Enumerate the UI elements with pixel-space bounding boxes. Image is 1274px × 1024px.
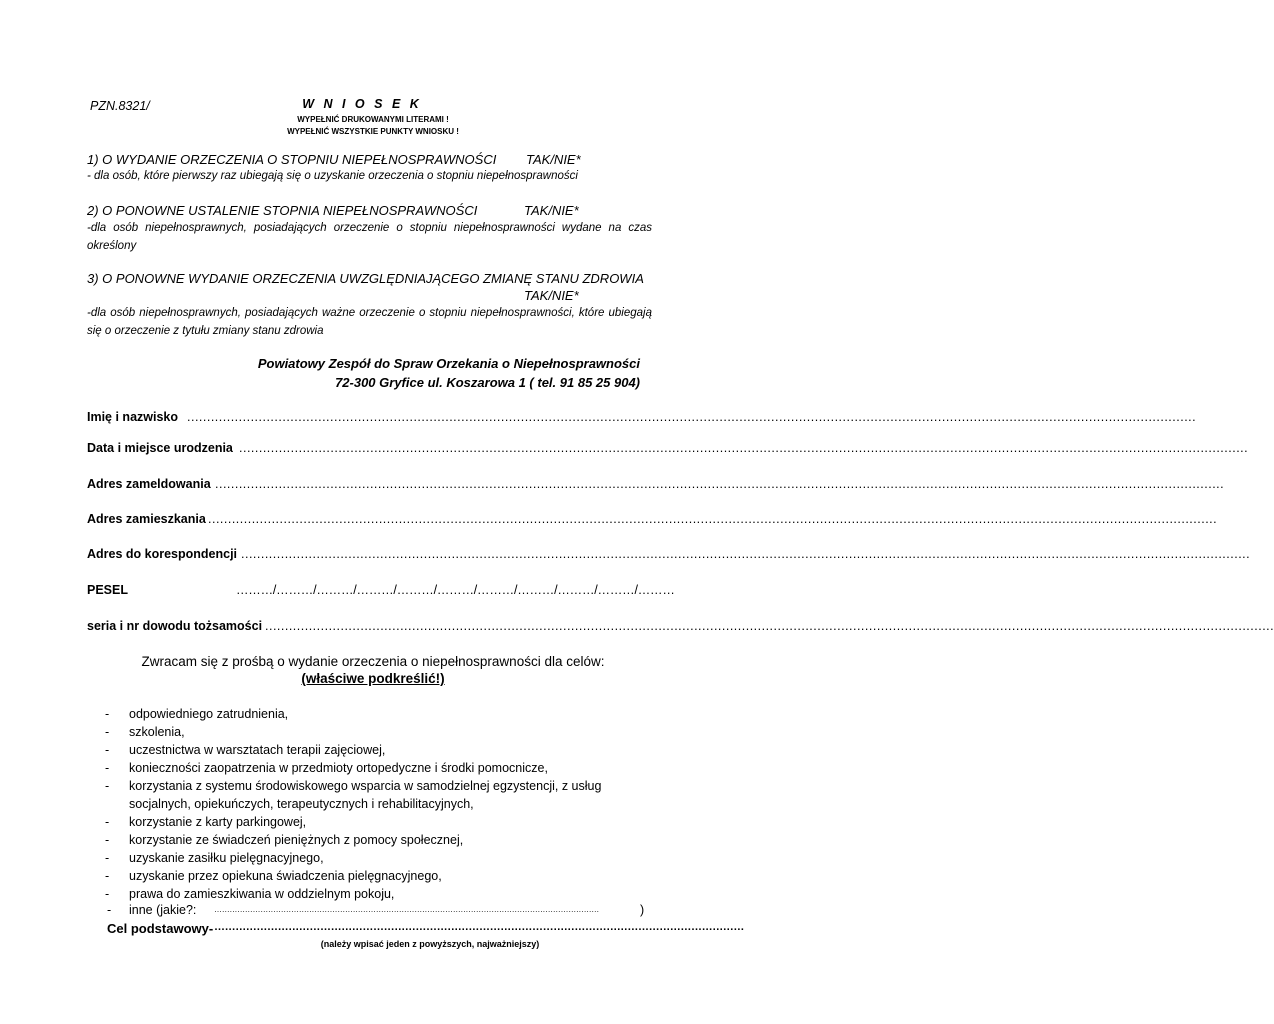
other-dash: - (107, 903, 112, 917)
section-3-title: 3) O PONOWNE WYDANIE ORZECZENIA UWZGLĘDNIAJĄCEGO ZMIANĘ STANU ZDROWIA (87, 271, 644, 286)
section-3-description: -dla osób niepełnosprawnych, posiadających ważne orzeczenie o stopniu niepełnosprawności, które ubiegają się o orzeczenie z tytułu zmiany stanu zdrowia (87, 307, 652, 337)
purpose-dash: - (105, 869, 110, 883)
field-birth-input[interactable]: .............................................................................................................................................................................................................................................................. (239, 441, 1249, 455)
section-3-choice[interactable]: TAK/NIE* (524, 288, 579, 303)
section-1-title: 1) O WYDANIE ORZECZENIA O STOPNIU NIEPEŁNOSPRAWNOŚCI (87, 152, 497, 167)
field-registered-address-input[interactable]: .............................................................................................................................................................................................................................................................. (215, 477, 1225, 491)
purpose-dash: - (105, 887, 110, 901)
field-correspondence-address-input[interactable]: .............................................................................................................................................................................................................................................................. (241, 547, 1251, 561)
field-pesel-input[interactable]: ………/………/………/………/………/………/………/………/………/………/……… (236, 583, 675, 597)
purpose-dash: - (105, 833, 110, 847)
purpose-item[interactable]: prawa do zamieszkiwania w oddzielnym pokoju, (129, 887, 395, 901)
field-registered-address-label: Adres zameldowania (87, 477, 211, 491)
purpose-dash: - (105, 779, 110, 793)
main-goal-label: Cel podstawowy- (107, 921, 214, 936)
field-id-document-label: seria i nr dowodu tożsamości (87, 619, 263, 633)
reference-number: PZN.8321/ (90, 99, 150, 113)
purpose-item[interactable]: konieczności zaopatrzenia w przedmioty ortopedyczne i środki pomocnicze, (129, 761, 548, 775)
purpose-dash: - (105, 761, 110, 775)
section-1-choice[interactable]: TAK/NIE* (526, 152, 581, 167)
office-name: Powiatowy Zespół do Spraw Orzekania o Niepełnosprawności (257, 356, 640, 371)
other-input[interactable]: …………………………………………………………………………………………………………………………………… (214, 905, 600, 914)
field-name-input[interactable]: .............................................................................................................................................................................................................................................................. (187, 410, 1197, 424)
purpose-dash: - (105, 725, 110, 739)
section-2-choice[interactable]: TAK/NIE* (524, 203, 579, 218)
field-pesel-label: PESEL (87, 583, 128, 597)
request-note: (właściwe podkreślić!) (301, 671, 445, 686)
purpose-item[interactable]: szkolenia, (129, 725, 185, 739)
purpose-item[interactable]: odpowiedniego zatrudnienia, (129, 707, 289, 721)
field-name-label: Imię i nazwisko (87, 410, 179, 424)
purpose-item[interactable]: socjalnych, opiekuńczych, terapeutycznych i rehabilitacyjnych, (129, 797, 474, 811)
main-goal-input[interactable]: …………………………………………………………………………………………………………………………………… (214, 921, 745, 933)
purpose-item[interactable]: uzyskanie przez opiekuna świadczenia pielęgnacyjnego, (129, 869, 442, 883)
instruction-all-points: WYPEŁNIĆ WSZYSTKIE PUNKTY WNIOSKU ! (287, 127, 459, 136)
section-1-description: - dla osób, które pierwszy raz ubiegają się o uzyskanie orzeczenia o stopniu niepełnosprawności (87, 170, 578, 182)
field-birth-label: Data i miejsce urodzenia (87, 441, 233, 455)
purpose-item[interactable]: korzystanie z karty parkingowej, (129, 815, 307, 829)
request-text: Zwracam się z prośbą o wydanie orzeczenia o niepełnosprawności dla celów: (141, 654, 605, 669)
purpose-item[interactable]: korzystania z systemu środowiskowego wsparcia w samodzielnej egzystencji, z usług (129, 779, 602, 793)
purpose-item[interactable]: korzystanie ze świadczeń pieniężnych z pomocy społecznej, (129, 833, 464, 847)
purpose-dash: - (105, 743, 110, 757)
purpose-dash: - (105, 851, 110, 865)
section-2-description: -dla osób niepełnosprawnych, posiadających orzeczenie o stopniu niepełnosprawności wydane na czas określony (87, 222, 652, 252)
section-2-title: 2) O PONOWNE USTALENIE STOPNIA NIEPEŁNOSPRAWNOŚCI (87, 203, 478, 218)
other-label: inne (jakie?: (129, 903, 197, 917)
field-id-document-input[interactable]: .............................................................................................................................................................................................................................................................. (265, 619, 1274, 633)
purpose-item[interactable]: uczestnictwa w warsztatach terapii zajęciowej, (129, 743, 386, 757)
purpose-item[interactable]: uzyskanie zasiłku pielęgnacyjnego, (129, 851, 324, 865)
field-residence-address-input[interactable]: .............................................................................................................................................................................................................................................................. (208, 512, 1218, 526)
office-address: 72-300 Gryfice ul. Koszarowa 1 ( tel. 91 85 25 904) (335, 375, 640, 390)
other-close: ) (640, 903, 645, 917)
main-goal-footnote: (należy wpisać jeden z powyższych, najważniejszy) (320, 939, 540, 949)
purpose-dash: - (105, 815, 110, 829)
page-title: W N I O S E K (302, 97, 422, 111)
purpose-dash: - (105, 707, 110, 721)
instruction-capitals: WYPEŁNIĆ DRUKOWANYMI LITERAMI ! (297, 115, 449, 124)
field-correspondence-address-label: Adres do korespondencji (87, 547, 238, 561)
field-residence-address-label: Adres zamieszkania (87, 512, 206, 526)
